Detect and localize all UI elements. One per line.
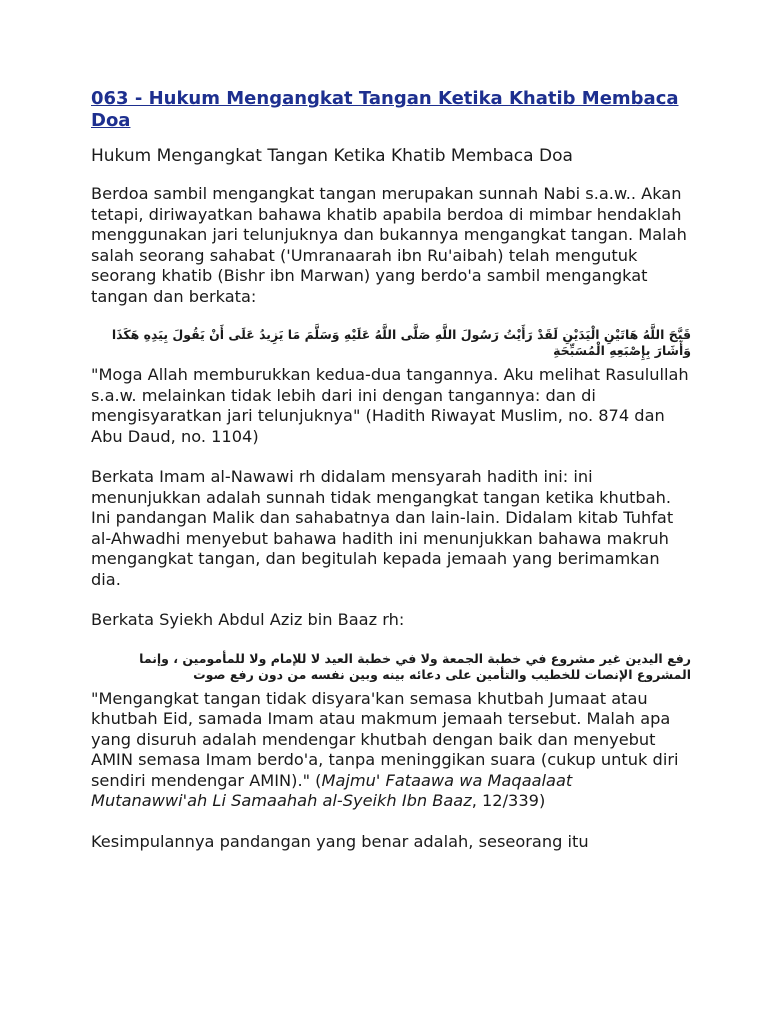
fatwa-source-reference: , 12/339) — [471, 791, 546, 810]
article-heading: Hukum Mengangkat Tangan Ketika Khatib Membaca Doa — [91, 146, 573, 166]
conclusion-paragraph: Kesimpulannya pandangan yang benar adalah, seseorang itu — [91, 831, 589, 851]
article-title-link[interactable]: 063 - Hukum Mengangkat Tangan Ketika Khatib Membaca Doa — [91, 88, 679, 131]
fatwa-translation-text: "Mengangkat tangan tidak disyara'kan semasa khutbah Jumaat atau khutbah Eid, samada Imam atau makmum jemaah tersebut. Malah apa yang disuruh adalah mendengar khutbah dengan baik dan menyebut AMIN semasa Imam berdo'a, tanpa meninggikan suara (cukup untuk diri sendiri mendengar AMIN)." ( — [91, 688, 679, 790]
document-page — [91, 88, 691, 852]
nawawi-paragraph: Berkata Imam al-Nawawi rh didalam mensyarah hadith ini: ini menunjukkan adalah sunnah tidak mengangkat tangan ketika khutbah. Ini pandangan Malik dan sahabatnya dan lain-lain. Didalam kitab Tuhfat al-Ahwadhi menyebut bahawa hadith ini menunjukkan bahawa makruh mengangkat tangan, dan begitulah kepada jemaah yang berimamkan dia. — [91, 467, 674, 589]
fatwa-translation — [91, 689, 691, 812]
intro-paragraph: Berdoa sambil mengangkat tangan merupakan sunnah Nabi s.a.w.. Akan tetapi, diriwayatkan bahawa khatib apabila berdoa di mimbar hendaklah menggunakan jari telunjuknya dan bukannya mengangkat tangan. Malah salah seorang sahabat ('Umranaarah ibn Ru'aibah) telah mengutuk seorang khatib (Bishr ibn Marwan) yang berdo'a sambil mengangkat tangan dan berkata: — [91, 184, 687, 306]
bin-baaz-intro: Berkata Syiekh Abdul Aziz bin Baaz rh: — [91, 610, 405, 629]
hadith-translation: "Moga Allah memburukkan kedua-dua tangannya. Aku melihat Rasulullah s.a.w. melainkan tidak lebih dari ini dengan tangannya: dan di mengisyaratkan jari telunjuknya" (Hadith Riwayat Muslim, no. 874 dan Abu Daud, no. 1104) — [91, 365, 689, 446]
arabic-fatwa-text: رفع اليدين غير مشروع في خطبة الجمعة ولا في خطبة العيد لا للإمام ولا للمأمومين ، وإنما المشروع الإنصات للخطيب والتأمين على دعائه بينه وبين نفسه من دون رفع صوت — [139, 650, 691, 682]
arabic-hadith-text: قَبَّحَ اللَّهُ هَاتَيْنِ الْيَدَيْنِ لَقَدْ رَأَيْتُ رَسُولَ اللَّهِ صَلَّى اللَّهُ عَلَيْهِ وَسَلَّمَ مَا يَزِيدُ عَلَى أَنْ يَقُولَ بِيَدِهِ هَكَذَا وَأَشَارَ بِإِصْبَعِهِ الْمُسَبِّحَةِ — [111, 327, 691, 358]
fatwa-source-title: Majmu' Fataawa wa Maqaalaat Mutanawwi'ah Li Samaahah al-Syeikh Ibn Baaz — [91, 770, 573, 810]
